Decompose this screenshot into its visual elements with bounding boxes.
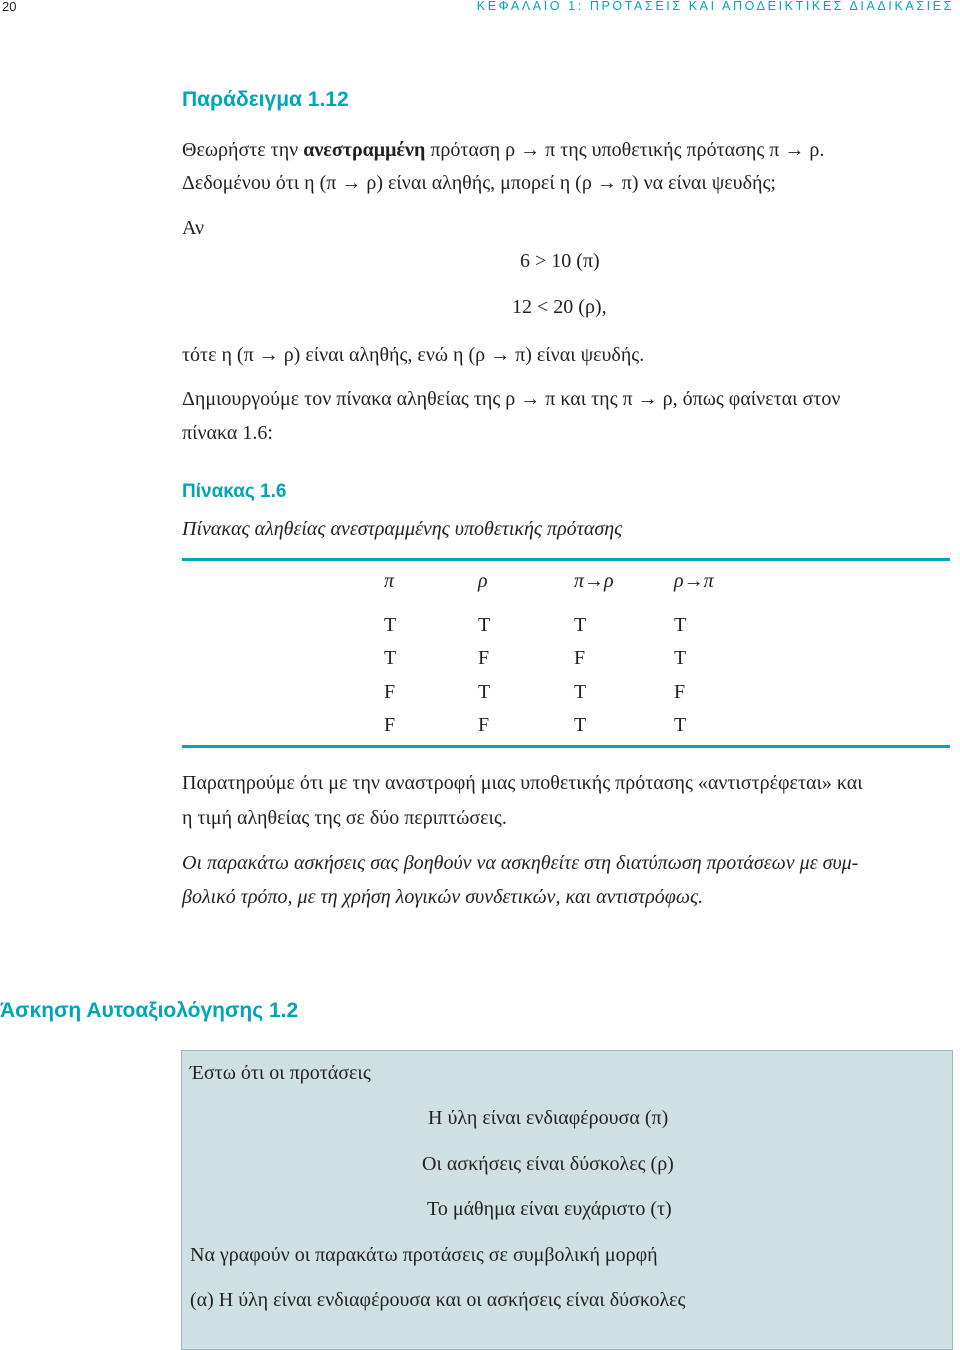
table-cell: F (384, 714, 396, 736)
observation-line-2: η τιμή αληθείας της σε δύο περιπτώσεις. (182, 807, 507, 829)
table-cell: F (574, 647, 586, 669)
self-assessment-lead: Έστω ότι οι προτάσεις (190, 1062, 371, 1084)
table-cell: T (674, 714, 687, 736)
running-head: ΚΕΦΑΛΑΙΟ 1: ΠΡΟΤΑΣΕΙΣ ΚΑΙ ΑΠΟΔΕΙΚΤΙΚΕΣ ΔΙΑΔΙΚΑΣΙΕΣ (476, 0, 954, 13)
self-assessment-box (181, 1050, 953, 1350)
table-cell: T (384, 647, 397, 669)
example-title: Παράδειγμα 1.12 (182, 88, 349, 111)
table-intro-line-1: Δημιουργούμε τον πίνακα αληθείας της ρ → π και της π → ρ, όπως φαίνεται στον (182, 388, 841, 410)
table-bottom-rule (182, 745, 950, 748)
table-cell: F (384, 681, 396, 703)
table-label: Πίνακας 1.6 (182, 481, 287, 502)
condition-1: 6 > 10 (π) (520, 250, 600, 272)
table-cell: T (674, 614, 687, 636)
table-header-cell: π→ρ (574, 570, 614, 592)
table-header-cell: π (384, 570, 395, 592)
result-line: τότε η (π → ρ) είναι αληθής, ενώ η (ρ → π) είναι ψευδής. (182, 344, 645, 366)
table-cell: T (478, 614, 491, 636)
self-assessment-title: Άσκηση Αυτοαξιολόγησης 1.2 (0, 999, 299, 1022)
intro-text-end: πρόταση ρ → π της υποθετικής πρότασης π → ρ. (425, 139, 825, 161)
table-cell: T (384, 614, 397, 636)
page-number: 20 (2, 0, 17, 14)
table-intro-line-2: πίνακα 1.6: (182, 422, 273, 444)
table-top-rule (182, 558, 950, 561)
table-caption: Πίνακας αληθείας ανεστραμμένης υποθετικής πρότασης (182, 518, 623, 540)
proposition-3: Το μάθημα είναι ευχάριστο (τ) (427, 1198, 672, 1220)
self-assessment-instruction: Να γραφούν οι παρακάτω προτάσεις σε συμβολική μορφή (190, 1244, 658, 1266)
observation-line-1: Παρατηρούμε ότι με την αναστροφή μιας υποθετικής πρότασης «αντιστρέφεται» και (182, 772, 863, 794)
if-word: Αν (182, 217, 205, 239)
item-a: (α) Η ύλη είναι ενδιαφέρουσα και οι ασκήσεις είναι δύσκολες (190, 1289, 686, 1311)
example-intro-line-1 (182, 133, 824, 167)
table-cell: T (478, 681, 491, 703)
condition-2: 12 < 20 (ρ), (512, 296, 607, 318)
table-cell: T (674, 647, 687, 669)
intro-text-start: Θεωρήστε την (182, 139, 304, 161)
table-cell: T (574, 614, 587, 636)
example-intro-line-2: Δεδομένου ότι η (π → ρ) είναι αληθής, μπορεί η (ρ → π) να είναι ψευδής; (182, 172, 776, 194)
proposition-1: Η ύλη είναι ενδιαφέρουσα (π) (428, 1107, 669, 1129)
table-cell: F (478, 647, 490, 669)
intro-bold-term: ανεστραμμένη (303, 139, 426, 161)
table-header-cell: ρ→π (674, 570, 714, 592)
exercises-note-line-1: Οι παρακάτω ασκήσεις σας βοηθούν να ασκηθείτε στη διατύπωση προτάσεων με συμ- (182, 852, 859, 874)
table-cell: F (478, 714, 490, 736)
exercises-note-line-2: βολικό τρόπο, με τη χρήση λογικών συνδετικών, και αντιστρόφως. (182, 886, 704, 908)
table-cell: T (574, 714, 587, 736)
proposition-2: Οι ασκήσεις είναι δύσκολες (ρ) (422, 1153, 674, 1175)
table-cell: T (574, 681, 587, 703)
table-cell: F (674, 681, 686, 703)
table-header-cell: ρ (478, 570, 488, 592)
